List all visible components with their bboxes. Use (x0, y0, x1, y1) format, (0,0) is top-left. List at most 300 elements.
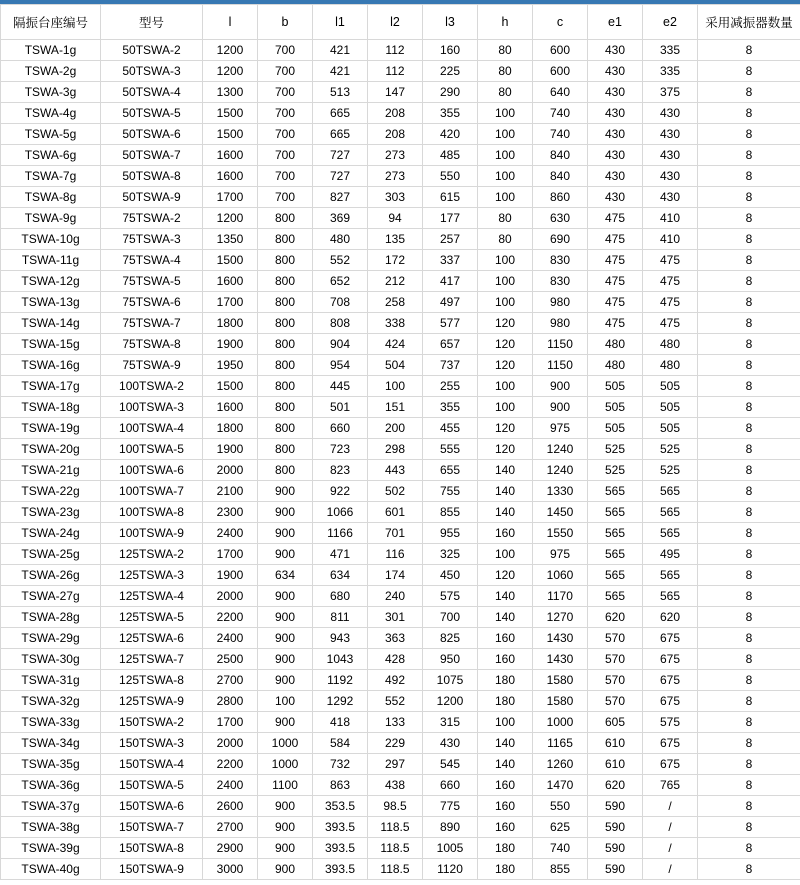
table-cell: 700 (258, 145, 313, 166)
table-cell: 8 (698, 796, 800, 817)
table-cell: 1066 (313, 502, 368, 523)
column-header: 型号 (101, 5, 203, 40)
table-cell: 8 (698, 313, 800, 334)
table-cell: 505 (588, 418, 643, 439)
column-header: 采用减振器数量 (698, 5, 800, 40)
table-cell: 2400 (203, 775, 258, 796)
spec-table (0, 4, 800, 880)
table-row (1, 61, 800, 82)
table-cell: 620 (588, 607, 643, 628)
table-cell: 424 (368, 334, 423, 355)
table-cell: 150TSWA-2 (101, 712, 203, 733)
table-cell: 2700 (203, 817, 258, 838)
table-cell: 900 (258, 607, 313, 628)
table-cell: 2400 (203, 628, 258, 649)
table-cell: TSWA-8g (1, 187, 101, 208)
table-cell: 2000 (203, 460, 258, 481)
table-cell: 800 (258, 376, 313, 397)
table-cell: 980 (533, 292, 588, 313)
table-cell: 118.5 (368, 817, 423, 838)
table-cell: 675 (643, 754, 698, 775)
table-cell: 900 (258, 712, 313, 733)
table-cell: 325 (423, 544, 478, 565)
table-cell: 160 (478, 649, 533, 670)
table-cell: TSWA-24g (1, 523, 101, 544)
table-cell: 273 (368, 145, 423, 166)
table-cell: 120 (478, 418, 533, 439)
table-cell: 495 (643, 544, 698, 565)
table-cell: 258 (368, 292, 423, 313)
table-row (1, 334, 800, 355)
table-cell: 140 (478, 607, 533, 628)
table-cell: 98.5 (368, 796, 423, 817)
table-cell: / (643, 838, 698, 859)
table-cell: 8 (698, 565, 800, 586)
table-cell: 180 (478, 859, 533, 880)
table-cell: 1800 (203, 313, 258, 334)
table-cell: 570 (588, 691, 643, 712)
table-cell: 590 (588, 838, 643, 859)
table-row (1, 670, 800, 691)
table-cell: 8 (698, 523, 800, 544)
table-cell: TSWA-21g (1, 460, 101, 481)
table-cell: TSWA-36g (1, 775, 101, 796)
table-cell: 740 (533, 103, 588, 124)
column-header: 隔振台座编号 (1, 5, 101, 40)
table-cell: 120 (478, 313, 533, 334)
table-row (1, 691, 800, 712)
table-cell: 150TSWA-6 (101, 796, 203, 817)
table-cell: 100TSWA-8 (101, 502, 203, 523)
table-cell: 421 (313, 40, 368, 61)
column-header: c (533, 5, 588, 40)
table-cell: 808 (313, 313, 368, 334)
table-cell: 112 (368, 40, 423, 61)
table-cell: 1600 (203, 145, 258, 166)
table-cell: 475 (588, 229, 643, 250)
table-cell: 100TSWA-9 (101, 523, 203, 544)
table-cell: 208 (368, 124, 423, 145)
table-cell: 1600 (203, 166, 258, 187)
table-cell: 800 (258, 397, 313, 418)
table-cell: 640 (533, 82, 588, 103)
table-cell: 290 (423, 82, 478, 103)
table-row (1, 124, 800, 145)
table-cell: 1700 (203, 292, 258, 313)
table-cell: 1700 (203, 712, 258, 733)
table-cell: 485 (423, 145, 478, 166)
table-cell: 100 (478, 124, 533, 145)
table-cell: 700 (258, 103, 313, 124)
table-cell: 355 (423, 397, 478, 418)
table-cell: 565 (588, 565, 643, 586)
table-cell: 200 (368, 418, 423, 439)
table-cell: 140 (478, 460, 533, 481)
table-cell: 335 (643, 61, 698, 82)
table-row (1, 250, 800, 271)
table-row (1, 544, 800, 565)
table-cell: 430 (643, 103, 698, 124)
table-cell: 150TSWA-8 (101, 838, 203, 859)
table-cell: 208 (368, 103, 423, 124)
table-cell: 634 (313, 565, 368, 586)
table-cell: 1350 (203, 229, 258, 250)
table-cell: TSWA-31g (1, 670, 101, 691)
table-cell: 550 (533, 796, 588, 817)
table-cell: 1500 (203, 376, 258, 397)
table-cell: 475 (643, 313, 698, 334)
table-cell: TSWA-39g (1, 838, 101, 859)
table-cell: 335 (643, 40, 698, 61)
table-cell: 100 (258, 691, 313, 712)
table-cell: 8 (698, 271, 800, 292)
table-cell: 1075 (423, 670, 478, 691)
table-cell: 675 (643, 628, 698, 649)
table-cell: 100 (478, 397, 533, 418)
table-cell: 8 (698, 649, 800, 670)
table-cell: 610 (588, 733, 643, 754)
table-cell: TSWA-33g (1, 712, 101, 733)
table-row (1, 208, 800, 229)
table-cell: 615 (423, 187, 478, 208)
table-cell: 1292 (313, 691, 368, 712)
table-cell: 900 (258, 796, 313, 817)
table-cell: 634 (258, 565, 313, 586)
table-cell: 150TSWA-7 (101, 817, 203, 838)
table-cell: 315 (423, 712, 478, 733)
table-cell: 100TSWA-2 (101, 376, 203, 397)
table-cell: 1000 (533, 712, 588, 733)
table-cell: TSWA-29g (1, 628, 101, 649)
table-cell: 430 (588, 61, 643, 82)
table-cell: 8 (698, 397, 800, 418)
table-cell: 445 (313, 376, 368, 397)
table-cell: 471 (313, 544, 368, 565)
table-row (1, 586, 800, 607)
table-cell: TSWA-15g (1, 334, 101, 355)
table-cell: 8 (698, 775, 800, 796)
table-cell: 393.5 (313, 859, 368, 880)
table-cell: 420 (423, 124, 478, 145)
table-cell: 100 (478, 145, 533, 166)
table-cell: 75TSWA-9 (101, 355, 203, 376)
table-cell: 80 (478, 61, 533, 82)
table-cell: 1580 (533, 670, 588, 691)
table-row (1, 733, 800, 754)
table-cell: 975 (533, 544, 588, 565)
table-cell: TSWA-3g (1, 82, 101, 103)
table-cell: 1260 (533, 754, 588, 775)
table-cell: 100TSWA-4 (101, 418, 203, 439)
table-cell: 1165 (533, 733, 588, 754)
table-cell: TSWA-4g (1, 103, 101, 124)
table-cell: 900 (258, 838, 313, 859)
table-cell: 700 (258, 187, 313, 208)
table-cell: 2000 (203, 733, 258, 754)
table-cell: 212 (368, 271, 423, 292)
table-cell: 755 (423, 481, 478, 502)
table-cell: 552 (368, 691, 423, 712)
table-cell: 475 (588, 208, 643, 229)
table-cell: TSWA-27g (1, 586, 101, 607)
table-cell: 665 (313, 103, 368, 124)
table-cell: 151 (368, 397, 423, 418)
table-row (1, 712, 800, 733)
table-cell: 955 (423, 523, 478, 544)
table-cell: 565 (643, 523, 698, 544)
table-cell: / (643, 796, 698, 817)
table-cell: 118.5 (368, 859, 423, 880)
table-cell: 652 (313, 271, 368, 292)
table-cell: 600 (533, 61, 588, 82)
table-cell: 552 (313, 250, 368, 271)
table-cell: TSWA-1g (1, 40, 101, 61)
table-cell: 255 (423, 376, 478, 397)
table-cell: 502 (368, 481, 423, 502)
table-cell: 1900 (203, 439, 258, 460)
table-cell: 1060 (533, 565, 588, 586)
table-cell: TSWA-16g (1, 355, 101, 376)
table-cell: 257 (423, 229, 478, 250)
table-cell: 1500 (203, 250, 258, 271)
table-row (1, 40, 800, 61)
table-cell: 900 (258, 817, 313, 838)
table-cell: 8 (698, 481, 800, 502)
table-cell: 140 (478, 586, 533, 607)
table-cell: 430 (643, 187, 698, 208)
table-cell: 737 (423, 355, 478, 376)
table-cell: 125TSWA-7 (101, 649, 203, 670)
table-cell: TSWA-26g (1, 565, 101, 586)
table-cell: 980 (533, 313, 588, 334)
table-cell: 140 (478, 481, 533, 502)
column-header: b (258, 5, 313, 40)
table-cell: 8 (698, 229, 800, 250)
column-header: e1 (588, 5, 643, 40)
table-cell: 675 (643, 691, 698, 712)
table-cell: 475 (643, 250, 698, 271)
table-row (1, 565, 800, 586)
table-cell: 1000 (258, 733, 313, 754)
table-cell: 800 (258, 229, 313, 250)
table-cell: 140 (478, 733, 533, 754)
table-cell: 8 (698, 40, 800, 61)
table-cell: 625 (533, 817, 588, 838)
table-cell: 1500 (203, 103, 258, 124)
table-cell: 8 (698, 544, 800, 565)
table-cell: 80 (478, 40, 533, 61)
table-cell: 800 (258, 355, 313, 376)
table-cell: 120 (478, 565, 533, 586)
table-cell: 701 (368, 523, 423, 544)
table-cell: 8 (698, 502, 800, 523)
table-cell: 922 (313, 481, 368, 502)
table-cell: 775 (423, 796, 478, 817)
table-cell: 160 (423, 40, 478, 61)
table-cell: TSWA-5g (1, 124, 101, 145)
table-cell: 240 (368, 586, 423, 607)
table-cell: 301 (368, 607, 423, 628)
table-cell: 525 (643, 460, 698, 481)
table-cell: 150TSWA-5 (101, 775, 203, 796)
table-cell: 800 (258, 334, 313, 355)
table-cell: 80 (478, 82, 533, 103)
table-cell: 800 (258, 460, 313, 481)
table-cell: 147 (368, 82, 423, 103)
table-cell: 172 (368, 250, 423, 271)
table-cell: 100 (478, 712, 533, 733)
table-cell: 565 (588, 523, 643, 544)
table-cell: 700 (258, 124, 313, 145)
table-cell: 100 (478, 166, 533, 187)
table-cell: TSWA-35g (1, 754, 101, 775)
table-cell: 584 (313, 733, 368, 754)
table-cell: 75TSWA-6 (101, 292, 203, 313)
table-cell: 1166 (313, 523, 368, 544)
table-cell: 94 (368, 208, 423, 229)
table-cell: 8 (698, 712, 800, 733)
table-cell: 904 (313, 334, 368, 355)
table-cell: 100 (478, 376, 533, 397)
table-cell: 430 (588, 187, 643, 208)
table-cell: 475 (588, 313, 643, 334)
table-cell: 133 (368, 712, 423, 733)
table-cell: 525 (643, 439, 698, 460)
table-cell: 8 (698, 187, 800, 208)
table-cell: 160 (478, 775, 533, 796)
table-cell: 8 (698, 292, 800, 313)
table-cell: 8 (698, 145, 800, 166)
table-cell: 8 (698, 376, 800, 397)
table-cell: 3000 (203, 859, 258, 880)
column-header: h (478, 5, 533, 40)
table-cell: 8 (698, 439, 800, 460)
table-cell: 800 (258, 250, 313, 271)
table-cell: 680 (313, 586, 368, 607)
table-cell: 125TSWA-3 (101, 565, 203, 586)
table-row (1, 523, 800, 544)
table-cell: 375 (643, 82, 698, 103)
table-cell: 50TSWA-3 (101, 61, 203, 82)
table-row (1, 796, 800, 817)
table-cell: 180 (478, 691, 533, 712)
table-cell: 8 (698, 166, 800, 187)
table-cell: 430 (423, 733, 478, 754)
table-cell: 1950 (203, 355, 258, 376)
table-cell: 75TSWA-3 (101, 229, 203, 250)
table-cell: 1300 (203, 82, 258, 103)
table-cell: 800 (258, 313, 313, 334)
table-cell: 943 (313, 628, 368, 649)
table-cell: / (643, 859, 698, 880)
table-cell: TSWA-28g (1, 607, 101, 628)
table-cell: 1330 (533, 481, 588, 502)
table-cell: 180 (478, 838, 533, 859)
table-cell: 75TSWA-5 (101, 271, 203, 292)
table-row (1, 292, 800, 313)
table-cell: 393.5 (313, 838, 368, 859)
table-cell: 1043 (313, 649, 368, 670)
table-cell: 765 (643, 775, 698, 796)
table-cell: 1450 (533, 502, 588, 523)
table-cell: 601 (368, 502, 423, 523)
table-cell: 100 (478, 187, 533, 208)
table-cell: 577 (423, 313, 478, 334)
table-row (1, 859, 800, 880)
table-cell: 740 (533, 124, 588, 145)
table-cell: 590 (588, 859, 643, 880)
table-cell: 675 (643, 670, 698, 691)
table-cell: 100TSWA-3 (101, 397, 203, 418)
table-cell: 2200 (203, 754, 258, 775)
table-cell: 140 (478, 754, 533, 775)
table-cell: 975 (533, 418, 588, 439)
table-row (1, 775, 800, 796)
table-cell: 565 (643, 502, 698, 523)
table-cell: TSWA-9g (1, 208, 101, 229)
table-cell: 455 (423, 418, 478, 439)
table-cell: 430 (588, 82, 643, 103)
table-row (1, 460, 800, 481)
table-cell: 620 (643, 607, 698, 628)
table-cell: 8 (698, 838, 800, 859)
table-cell: 700 (258, 166, 313, 187)
table-cell: 50TSWA-5 (101, 103, 203, 124)
table-row (1, 838, 800, 859)
table-cell: 900 (258, 628, 313, 649)
table-cell: 555 (423, 439, 478, 460)
table-cell: 475 (643, 271, 698, 292)
table-row (1, 397, 800, 418)
table-cell: 575 (643, 712, 698, 733)
table-cell: 900 (258, 649, 313, 670)
table-row (1, 439, 800, 460)
table-cell: TSWA-13g (1, 292, 101, 313)
table-cell: 565 (588, 481, 643, 502)
table-cell: 840 (533, 166, 588, 187)
table-cell: 140 (478, 502, 533, 523)
table-cell: 450 (423, 565, 478, 586)
table-cell: 75TSWA-2 (101, 208, 203, 229)
table-cell: 8 (698, 691, 800, 712)
table-cell: 50TSWA-7 (101, 145, 203, 166)
table-cell: 80 (478, 208, 533, 229)
table-cell: 116 (368, 544, 423, 565)
table-cell: 443 (368, 460, 423, 481)
table-cell: 565 (588, 502, 643, 523)
table-cell: 1240 (533, 439, 588, 460)
table-cell: 727 (313, 145, 368, 166)
table-cell: 525 (588, 460, 643, 481)
table-cell: 800 (258, 418, 313, 439)
table-cell: 430 (588, 124, 643, 145)
table-cell: 830 (533, 271, 588, 292)
table-cell: 393.5 (313, 817, 368, 838)
table-cell: 8 (698, 817, 800, 838)
table-cell: 900 (258, 859, 313, 880)
table-cell: TSWA-32g (1, 691, 101, 712)
table-cell: 363 (368, 628, 423, 649)
table-cell: 855 (423, 502, 478, 523)
table-cell: 410 (643, 229, 698, 250)
table-cell: 811 (313, 607, 368, 628)
table-cell: 75TSWA-7 (101, 313, 203, 334)
table-cell: 823 (313, 460, 368, 481)
table-cell: TSWA-34g (1, 733, 101, 754)
table-cell: TSWA-38g (1, 817, 101, 838)
table-cell: 1240 (533, 460, 588, 481)
table-cell: 505 (643, 376, 698, 397)
